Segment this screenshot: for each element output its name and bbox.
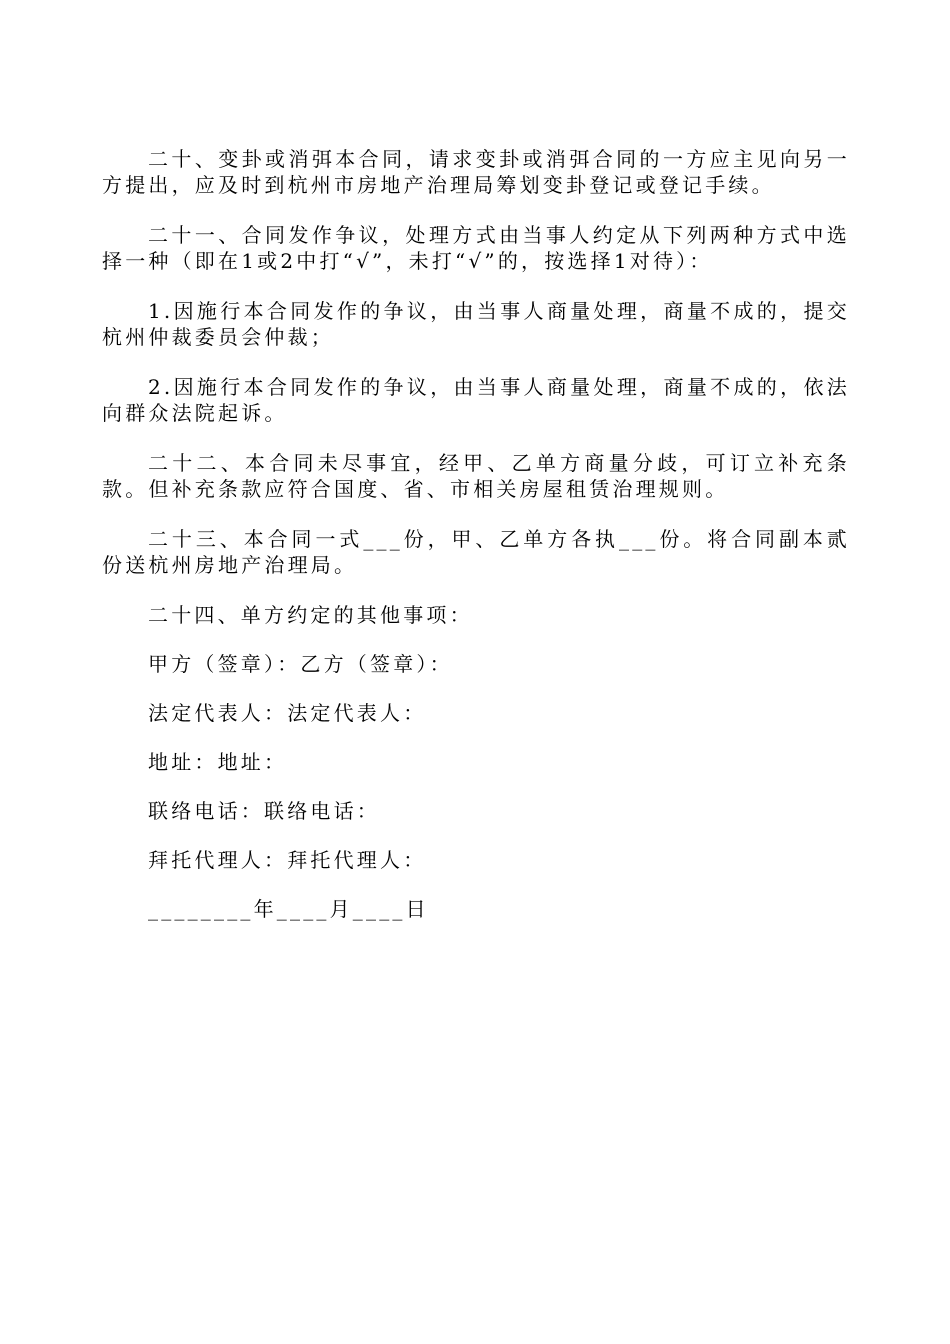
clause-20: 二十、变卦或消弭本合同，请求变卦或消弭合同的一方应主见向另一方提出，应及时到杭州市房地产治理局筹划变卦登记或登记手续。 bbox=[102, 147, 850, 197]
legal-representative-line: 法定代表人：法定代表人： bbox=[148, 701, 427, 725]
phone-line: 联络电话：联络电话： bbox=[148, 799, 380, 823]
clause-21: 二十一、合同发作争议，处理方式由当事人约定从下列两种方式中选择一种（即在1或2中打“√”，未打“√”的，按选择1对待）： bbox=[102, 223, 850, 273]
clause-21-option-1: 1.因施行本合同发作的争议，由当事人商量处理，商量不成的，提交杭州仲裁委员会仲裁； bbox=[102, 299, 850, 349]
document-body bbox=[102, 146, 850, 945]
clause-22: 二十二、本合同未尽事宜，经甲、乙单方商量分歧，可订立补充条款。但补充条款应符合国度、省、市相关房屋租赁治理规则。 bbox=[102, 451, 850, 501]
clause-23: 二十三、本合同一式___份，甲、乙单方各执___份。将合同副本贰份送杭州房地产治理局。 bbox=[102, 527, 850, 577]
date-line: ________年____月____日 bbox=[148, 897, 429, 921]
clause-21-option-2: 2.因施行本合同发作的争议，由当事人商量处理，商量不成的，依法向群众法院起诉。 bbox=[102, 375, 850, 425]
agent-line: 拜托代理人：拜托代理人： bbox=[148, 848, 427, 872]
clause-24: 二十四、单方约定的其他事项： bbox=[148, 603, 473, 627]
address-line: 地址：地址： bbox=[148, 750, 288, 774]
signature-line: 甲方（签章）：乙方（签章）： bbox=[148, 652, 453, 676]
